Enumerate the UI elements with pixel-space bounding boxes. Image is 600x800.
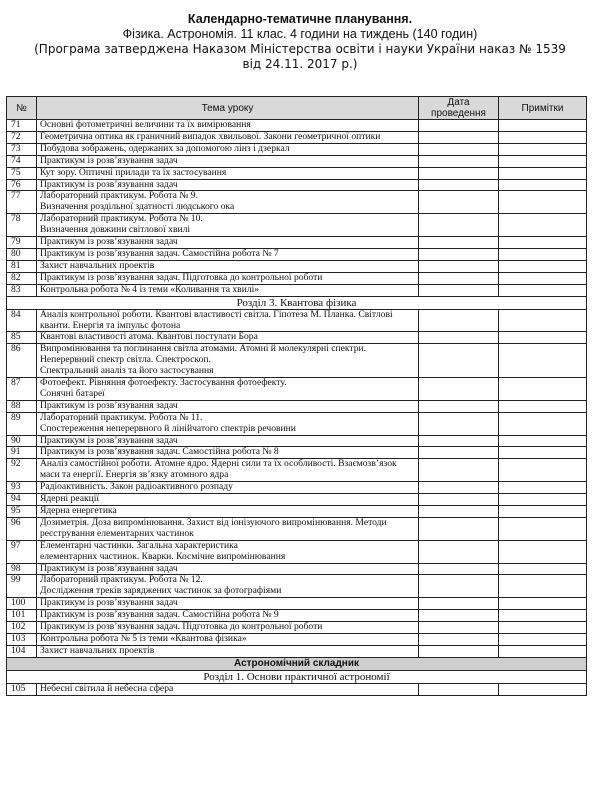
lesson-notes-cell	[499, 683, 587, 695]
lesson-notes-cell	[499, 309, 587, 332]
table-row	[7, 610, 587, 622]
lesson-topic	[37, 143, 419, 155]
lesson-topic	[37, 598, 419, 610]
lesson-topic-text: Практикум із розв’язування задач	[40, 562, 178, 574]
table-row	[7, 645, 587, 657]
lesson-topic-text: Фотоефект. Рівняння фотоефекту. Застосування фотоефекту.	[40, 377, 287, 389]
lesson-topic-text: Побудова зображень, одержаних за допомогою лінз і дзеркал	[40, 142, 290, 154]
lesson-topic	[37, 517, 419, 540]
section-row	[7, 296, 587, 309]
lesson-date-cell	[419, 459, 499, 482]
lesson-number: 83	[7, 284, 37, 296]
table-row	[7, 447, 587, 459]
lesson-number: 81	[7, 260, 37, 272]
lesson-notes-cell	[499, 645, 587, 657]
lesson-topic	[37, 179, 419, 191]
lesson-topic-text: Основні фотометричні величини та їх вимірювання	[40, 119, 251, 130]
lesson-topic-text-line2: Спостереження неперервного й лінійчатого спектрів речовини	[40, 422, 296, 434]
table-row	[7, 120, 587, 132]
lesson-number: 101	[7, 610, 37, 622]
lesson-topic-text: Практикум із розв’язування задач	[40, 434, 178, 446]
lesson-date-cell	[419, 309, 499, 332]
lesson-date-cell	[419, 482, 499, 494]
table-row	[7, 191, 587, 214]
lesson-number: 89	[7, 412, 37, 435]
lesson-topic	[37, 447, 419, 459]
lesson-topic	[37, 237, 419, 249]
table-row	[7, 332, 587, 344]
lesson-topic-text: Квантові властивості атома. Квантові постулати Бора	[40, 331, 258, 343]
lesson-notes-cell	[499, 332, 587, 344]
table-row	[7, 309, 587, 332]
lesson-date-cell	[419, 447, 499, 459]
lesson-date-cell	[419, 506, 499, 518]
lesson-topic-text-line2: Дослідження треків заряджених частинок за фотографіями	[40, 585, 282, 597]
lesson-date-cell	[419, 237, 499, 249]
lesson-date-cell	[419, 683, 499, 695]
lesson-topic	[37, 284, 419, 296]
lesson-topic-text-line2: елементарних частинок. Кварки. Космічне випромінювання	[40, 550, 286, 562]
lesson-date-cell	[419, 494, 499, 506]
lesson-number: 93	[7, 482, 37, 494]
section-title: Астрономічний складник	[7, 657, 587, 670]
table-row	[7, 412, 587, 435]
lesson-topic-text: Практикум із розв’язування задач. Самостійна робота № 8	[40, 446, 279, 458]
lesson-date-cell	[419, 214, 499, 237]
table-row	[7, 482, 587, 494]
lesson-number: 71	[7, 120, 37, 132]
lesson-date-cell	[419, 143, 499, 155]
lesson-topic-text: Практикум із розв’язування задач. Підготовка до контрольної роботи	[40, 621, 323, 633]
lesson-date-cell	[419, 378, 499, 401]
lesson-topic	[37, 272, 419, 284]
lesson-notes-cell	[499, 167, 587, 179]
lesson-notes-cell	[499, 143, 587, 155]
lesson-number: 92	[7, 459, 37, 482]
lesson-date-cell	[419, 155, 499, 167]
lesson-topic-text-line2: Визначення довжини світлової хвилі	[40, 224, 191, 236]
section-row	[7, 657, 587, 670]
lesson-notes-cell	[499, 120, 587, 132]
table-row	[7, 400, 587, 412]
lesson-topic-text-line2: Сонячні батареї	[40, 387, 105, 399]
document-header	[0, 0, 600, 72]
table-row	[7, 575, 587, 598]
lesson-notes-cell	[499, 400, 587, 412]
table-row	[7, 179, 587, 191]
table-row	[7, 248, 587, 260]
lesson-date-cell	[419, 563, 499, 575]
lesson-date-cell	[419, 167, 499, 179]
lesson-topic	[37, 506, 419, 518]
lesson-number: 79	[7, 237, 37, 249]
lesson-date-cell	[419, 260, 499, 272]
lesson-topic	[37, 645, 419, 657]
lesson-topic-text: Лабораторний практикум. Робота № 11.	[40, 411, 203, 423]
lesson-number: 99	[7, 575, 37, 598]
table-row	[7, 260, 587, 272]
table-row	[7, 598, 587, 610]
lesson-date-cell	[419, 645, 499, 657]
lesson-date-cell	[419, 517, 499, 540]
program-note: (Програма затверджена Наказом Міністерства освіти і науки України наказ № 1539	[34, 42, 566, 56]
lesson-topic-text: Лабораторний практикум. Робота № 10.	[40, 213, 203, 225]
table-row	[7, 563, 587, 575]
lesson-date-cell	[419, 191, 499, 214]
lesson-notes-cell	[499, 260, 587, 272]
lesson-notes-cell	[499, 482, 587, 494]
lesson-notes-cell	[499, 344, 587, 378]
lesson-topic-text: Ядерні реакції	[40, 493, 100, 505]
lesson-notes-cell	[499, 459, 587, 482]
lesson-number: 80	[7, 248, 37, 260]
lesson-notes-cell	[499, 610, 587, 622]
lesson-topic	[37, 248, 419, 260]
lesson-topic	[37, 332, 419, 344]
lesson-date-cell	[419, 610, 499, 622]
lesson-date-cell	[419, 344, 499, 378]
lesson-number: 90	[7, 435, 37, 447]
lesson-plan-table	[6, 96, 587, 696]
lesson-number: 98	[7, 563, 37, 575]
lesson-number: 76	[7, 179, 37, 191]
lesson-number: 88	[7, 400, 37, 412]
lesson-notes-cell	[499, 272, 587, 284]
lesson-topic-text: Кут зору. Оптичні прилади та їх застосування	[40, 166, 227, 178]
lesson-topic-text: Контрольна робота № 5 із теми «Квантова фізика»	[40, 632, 247, 644]
table-row	[7, 633, 587, 645]
column-header-topic: Тема уроку	[37, 97, 419, 120]
lesson-topic-text: Ядерна енергетика	[40, 505, 117, 516]
lesson-topic-text: Дозиметрія. Доза випромінювання. Захист від іонізуючого випромінювання. Методи реєстрування елементарних частинок	[40, 516, 387, 539]
lesson-topic	[37, 459, 419, 482]
lesson-topic	[37, 494, 419, 506]
lesson-notes-cell	[499, 214, 587, 237]
lesson-number: 73	[7, 143, 37, 155]
lesson-number: 86	[7, 344, 37, 378]
lesson-topic-text: Лабораторний практикум. Робота № 12.	[40, 574, 203, 586]
table-row	[7, 622, 587, 634]
lesson-number: 100	[7, 598, 37, 610]
lesson-topic-text: Практикум із розв’язування задач. Самостійна робота № 9	[40, 609, 279, 621]
section-row	[7, 670, 587, 683]
lesson-topic-text: Практикум із розв’язування задач	[40, 178, 178, 190]
table-header-row	[7, 97, 587, 120]
lesson-topic-text-line2: Спектральний аналіз та його застосування	[40, 365, 214, 377]
lesson-notes-cell	[499, 540, 587, 563]
lesson-topic-text: Радіоактивність. Закон радіоактивного розпаду	[40, 481, 233, 493]
lesson-date-cell	[419, 622, 499, 634]
lesson-date-cell	[419, 400, 499, 412]
column-header-notes: Примітки	[499, 97, 587, 120]
lesson-number: 103	[7, 633, 37, 645]
lesson-topic	[37, 378, 419, 401]
lesson-date-cell	[419, 248, 499, 260]
lesson-number: 74	[7, 155, 37, 167]
table-row	[7, 155, 587, 167]
section-title: Розділ 1. Основи практичної астрономії	[7, 670, 587, 683]
lesson-date-cell	[419, 179, 499, 191]
lesson-number: 78	[7, 214, 37, 237]
lesson-notes-cell	[499, 179, 587, 191]
lesson-topic-text: Аналіз контрольної роботи. Квантові властивості світла. Гіпотеза М. Планка. Світлові кванти. Енергія та імпульс фотона	[40, 308, 393, 331]
lesson-notes-cell	[499, 517, 587, 540]
lesson-notes-cell	[499, 378, 587, 401]
lesson-topic-text: Елементарні частинки. Загальна характеристика	[40, 539, 238, 551]
lesson-topic-text: Практикум із розв’язування задач	[40, 154, 178, 166]
lesson-number: 84	[7, 309, 37, 332]
lesson-date-cell	[419, 435, 499, 447]
lesson-topic	[37, 622, 419, 634]
lesson-number: 85	[7, 332, 37, 344]
lesson-topic-text: Випромінювання та поглинання світла атомами. Атомні й молекулярні спектри. Неперервний спектр світла. Спектроскоп.	[40, 343, 367, 366]
lesson-topic	[37, 683, 419, 695]
lesson-notes-cell	[499, 435, 587, 447]
lesson-notes-cell	[499, 131, 587, 143]
lesson-topic	[37, 435, 419, 447]
lesson-topic-text: Практикум із розв’язування задач. Підготовка до контрольної роботи	[40, 271, 323, 283]
column-header-date: Дата проведення	[419, 97, 499, 120]
lesson-number: 72	[7, 131, 37, 143]
lesson-topic	[37, 155, 419, 167]
lesson-topic-text: Лабораторний практикум. Робота № 9.	[40, 190, 198, 202]
lesson-number: 95	[7, 506, 37, 518]
lesson-notes-cell	[499, 622, 587, 634]
lesson-topic	[37, 575, 419, 598]
table-row	[7, 459, 587, 482]
lesson-date-cell	[419, 412, 499, 435]
table-body	[7, 120, 587, 696]
lesson-number: 96	[7, 517, 37, 540]
lesson-topic	[37, 412, 419, 435]
lesson-topic	[37, 131, 419, 143]
table-row	[7, 167, 587, 179]
lesson-topic	[37, 214, 419, 237]
lesson-topic	[37, 400, 419, 412]
lesson-topic-text: Практикум із розв’язування задач	[40, 597, 178, 609]
lesson-notes-cell	[499, 248, 587, 260]
table-row	[7, 272, 587, 284]
section-title: Розділ 3. Квантова фізика	[7, 296, 587, 309]
lesson-topic	[37, 633, 419, 645]
lesson-date-cell	[419, 598, 499, 610]
lesson-notes-cell	[499, 284, 587, 296]
lesson-topic-text: Небесні світила й небесна сфера	[40, 682, 174, 694]
lesson-number: 94	[7, 494, 37, 506]
table-row	[7, 131, 587, 143]
lesson-number: 91	[7, 447, 37, 459]
lesson-notes-cell	[499, 412, 587, 435]
lesson-topic-text-line2: Визначення роздільної здатності людського ока	[40, 201, 235, 213]
lesson-date-cell	[419, 120, 499, 132]
lesson-number: 104	[7, 645, 37, 657]
lesson-topic	[37, 120, 419, 132]
lesson-topic-text: Практикум із розв’язування задач	[40, 399, 178, 411]
lesson-date-cell	[419, 272, 499, 284]
table-row	[7, 517, 587, 540]
table-row	[7, 284, 587, 296]
document-title: Календарно-тематичне планування.	[187, 12, 413, 26]
lesson-topic	[37, 309, 419, 332]
lesson-notes-cell	[499, 191, 587, 214]
table-row	[7, 494, 587, 506]
lesson-topic-text: Аналіз самостійної роботи. Атомне ядро. Ядерні сили та їх особливості. Взаємозв’язок маси та енергії. Енергія зв’язку атомного ядра	[40, 458, 397, 481]
table-row	[7, 435, 587, 447]
table-row	[7, 143, 587, 155]
lesson-number: 75	[7, 167, 37, 179]
document-subtitle: Фізика. Астрономія. 11 клас. 4 години на тиждень (140 годин)	[122, 27, 478, 41]
lesson-topic-text: Захист навчальних проектів	[40, 644, 155, 656]
table-row	[7, 540, 587, 563]
table-row	[7, 344, 587, 378]
lesson-notes-cell	[499, 598, 587, 610]
table-row	[7, 214, 587, 237]
lesson-number: 105	[7, 683, 37, 695]
lesson-topic	[37, 563, 419, 575]
lesson-notes-cell	[499, 494, 587, 506]
lesson-date-cell	[419, 332, 499, 344]
lesson-number: 102	[7, 622, 37, 634]
lesson-notes-cell	[499, 447, 587, 459]
lesson-topic	[37, 191, 419, 214]
table-row	[7, 506, 587, 518]
table-row	[7, 378, 587, 401]
lesson-date-cell	[419, 633, 499, 645]
lesson-topic	[37, 344, 419, 378]
column-header-number: №	[7, 97, 37, 120]
lesson-date-cell	[419, 540, 499, 563]
lesson-topic-text: Практикум із розв’язування задач	[40, 236, 178, 248]
lesson-number: 97	[7, 540, 37, 563]
table-row	[7, 683, 587, 695]
lesson-notes-cell	[499, 575, 587, 598]
lesson-topic	[37, 540, 419, 563]
lesson-date-cell	[419, 575, 499, 598]
lesson-notes-cell	[499, 506, 587, 518]
lesson-topic-text: Геометрична оптика як граничний випадок хвильової. Закони геометричної оптики	[40, 130, 381, 142]
lesson-notes-cell	[499, 633, 587, 645]
lesson-topic	[37, 482, 419, 494]
lesson-notes-cell	[499, 237, 587, 249]
table-row	[7, 237, 587, 249]
lesson-number: 82	[7, 272, 37, 284]
lesson-notes-cell	[499, 155, 587, 167]
lesson-notes-cell	[499, 563, 587, 575]
lesson-topic-text: Контрольна робота № 4 із теми «Коливання та хвилі»	[40, 283, 260, 295]
lesson-topic	[37, 260, 419, 272]
lesson-topic	[37, 610, 419, 622]
lesson-number: 77	[7, 191, 37, 214]
lesson-date-cell	[419, 131, 499, 143]
program-date: від 24.11. 2017 р.)	[242, 57, 358, 71]
lesson-topic-text: Захист навчальних проектів	[40, 259, 155, 271]
lesson-date-cell	[419, 284, 499, 296]
lesson-number: 87	[7, 378, 37, 401]
lesson-topic-text: Практикум із розв’язування задач. Самостійна робота № 7	[40, 247, 279, 259]
lesson-topic	[37, 167, 419, 179]
